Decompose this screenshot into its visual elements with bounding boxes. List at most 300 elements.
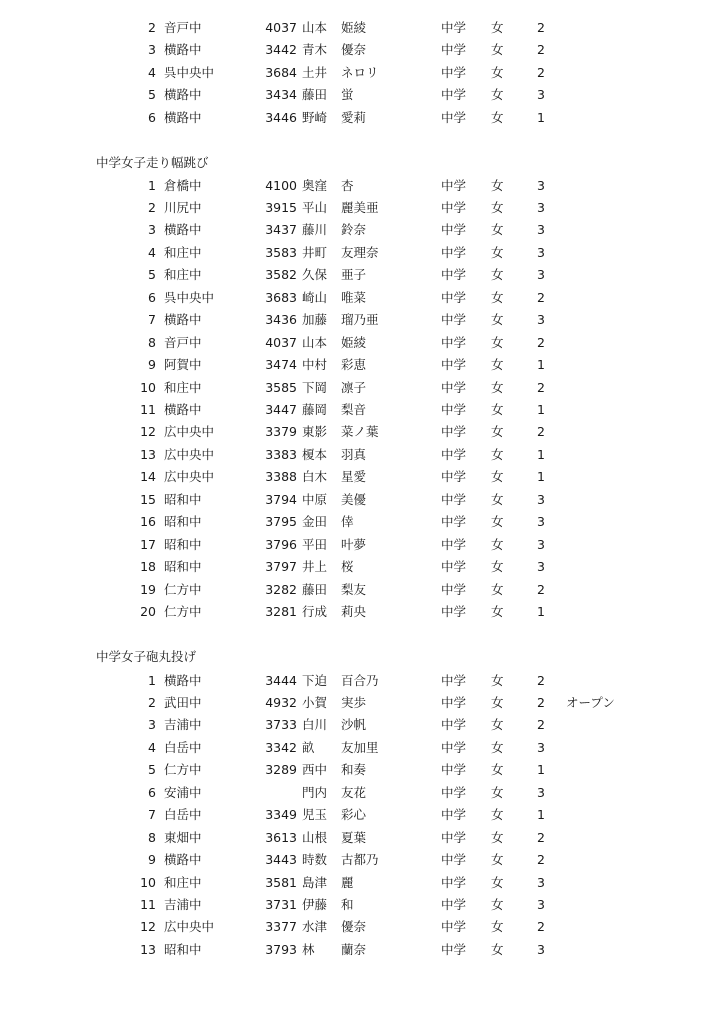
category-cell: 中学 bbox=[441, 514, 467, 530]
last-name-cell: 青木 bbox=[302, 42, 328, 58]
result-row bbox=[0, 39, 724, 61]
grade-cell: 2 bbox=[537, 289, 545, 305]
category-cell: 中学 bbox=[441, 402, 467, 417]
category-cell: 中学 bbox=[441, 739, 467, 755]
category-cell: 中学 bbox=[441, 807, 467, 823]
category-cell: 中学 bbox=[441, 491, 467, 507]
first-name-cell: 実歩 bbox=[341, 694, 367, 710]
school-cell: 呉中央中 bbox=[164, 64, 215, 80]
result-row bbox=[0, 444, 724, 466]
school-cell: 音戸中 bbox=[164, 334, 202, 350]
result-row bbox=[0, 84, 724, 106]
result-row bbox=[0, 670, 724, 692]
sex-cell: 女 bbox=[491, 469, 504, 485]
bib-number-cell: 3342 bbox=[265, 739, 297, 755]
result-row bbox=[0, 916, 724, 938]
bib-number-cell: 3613 bbox=[265, 829, 297, 845]
category-cell: 中学 bbox=[441, 244, 467, 260]
last-name-cell: 山本 bbox=[302, 334, 328, 350]
sex-cell: 女 bbox=[491, 199, 504, 215]
first-name-cell: 美優 bbox=[341, 491, 367, 507]
grade-cell: 3 bbox=[537, 267, 545, 283]
first-name-cell: 星愛 bbox=[341, 469, 367, 485]
sex-cell: 女 bbox=[491, 604, 504, 620]
bib-number-cell: 3474 bbox=[265, 357, 297, 373]
school-cell: 仁方中 bbox=[164, 581, 202, 597]
bib-number-cell: 3582 bbox=[265, 267, 297, 283]
bib-number-cell: 3282 bbox=[265, 581, 297, 597]
grade-cell: 2 bbox=[537, 672, 545, 688]
first-name-cell: 梨友 bbox=[341, 581, 367, 597]
grade-cell: 2 bbox=[537, 852, 545, 868]
result-row bbox=[0, 759, 724, 781]
school-cell: 川尻中 bbox=[164, 199, 202, 215]
last-name-cell: 藤田 bbox=[302, 87, 328, 103]
rank-cell: 7 bbox=[148, 807, 156, 823]
grade-cell: 3 bbox=[537, 177, 545, 193]
first-name-cell: 鈴奈 bbox=[341, 222, 367, 238]
result-row bbox=[0, 827, 724, 849]
category-cell: 中学 bbox=[441, 874, 467, 890]
last-name-cell: 白木 bbox=[302, 469, 328, 485]
result-row bbox=[0, 737, 724, 759]
first-name-cell: 和 bbox=[341, 897, 354, 912]
sex-cell: 女 bbox=[491, 267, 504, 283]
rank-cell: 9 bbox=[148, 357, 156, 373]
category-cell: 中学 bbox=[441, 379, 467, 395]
category-cell: 中学 bbox=[441, 312, 467, 328]
school-cell: 昭和中 bbox=[164, 491, 202, 507]
bib-number-cell: 3581 bbox=[265, 874, 297, 890]
sex-cell: 女 bbox=[491, 514, 504, 530]
first-name-cell: 愛莉 bbox=[341, 109, 367, 125]
school-cell: 昭和中 bbox=[164, 536, 202, 552]
grade-cell: 1 bbox=[537, 469, 545, 485]
grade-cell: 1 bbox=[537, 109, 545, 125]
section-heading: 中学女子砲丸投げ bbox=[96, 649, 197, 664]
bib-number-cell: 3443 bbox=[265, 852, 297, 868]
category-cell: 中学 bbox=[441, 87, 467, 103]
result-row bbox=[0, 849, 724, 871]
result-row bbox=[0, 377, 724, 399]
sex-cell: 女 bbox=[491, 64, 504, 80]
last-name-cell: 山根 bbox=[302, 829, 328, 845]
school-cell: 和庄中 bbox=[164, 379, 202, 395]
school-cell: 吉浦中 bbox=[164, 717, 202, 733]
category-cell: 中学 bbox=[441, 784, 467, 800]
sex-cell: 女 bbox=[491, 694, 504, 710]
first-name-cell: 友理奈 bbox=[341, 244, 379, 260]
rank-cell: 10 bbox=[140, 379, 156, 395]
rank-cell: 4 bbox=[148, 64, 156, 80]
last-name-cell: 東影 bbox=[302, 424, 328, 440]
grade-cell: 2 bbox=[537, 64, 545, 80]
rank-cell: 5 bbox=[148, 762, 156, 778]
category-cell: 中学 bbox=[441, 919, 467, 935]
bib-number-cell: 3444 bbox=[265, 672, 297, 688]
last-name-cell: 平山 bbox=[302, 199, 328, 215]
sex-cell: 女 bbox=[491, 852, 504, 868]
category-cell: 中学 bbox=[441, 581, 467, 597]
rank-cell: 5 bbox=[148, 267, 156, 283]
bib-number-cell: 3281 bbox=[265, 604, 297, 620]
last-name-cell: 伊藤 bbox=[302, 897, 328, 912]
school-cell: 横路中 bbox=[164, 672, 202, 688]
result-row bbox=[0, 197, 724, 219]
bib-number-cell: 3795 bbox=[265, 514, 297, 530]
grade-cell: 1 bbox=[537, 762, 545, 778]
bib-number-cell: 3383 bbox=[265, 446, 297, 462]
rank-cell: 3 bbox=[148, 222, 156, 238]
first-name-cell: 杏 bbox=[341, 177, 354, 193]
bib-number-cell: 3585 bbox=[265, 379, 297, 395]
school-cell: 武田中 bbox=[164, 694, 202, 710]
first-name-cell: 唯菜 bbox=[341, 289, 367, 305]
rank-cell: 8 bbox=[148, 334, 156, 350]
school-cell: 横路中 bbox=[164, 109, 202, 125]
bib-number-cell: 3447 bbox=[265, 402, 297, 417]
school-cell: 広中央中 bbox=[164, 469, 215, 485]
result-row bbox=[0, 894, 724, 916]
bib-number-cell: 3796 bbox=[265, 536, 297, 552]
first-name-cell: 姫綾 bbox=[341, 20, 367, 35]
rank-cell: 14 bbox=[140, 469, 156, 485]
result-row bbox=[0, 17, 724, 39]
rank-cell: 2 bbox=[148, 20, 156, 35]
grade-cell: 3 bbox=[537, 199, 545, 215]
school-cell: 横路中 bbox=[164, 402, 202, 417]
school-cell: 阿賀中 bbox=[164, 357, 202, 373]
grade-cell: 3 bbox=[537, 874, 545, 890]
last-name-cell: 榎本 bbox=[302, 446, 328, 462]
school-cell: 横路中 bbox=[164, 87, 202, 103]
rank-cell: 20 bbox=[140, 604, 156, 620]
grade-cell: 2 bbox=[537, 717, 545, 733]
first-name-cell: ネロリ bbox=[341, 64, 379, 80]
bib-number-cell: 3683 bbox=[265, 289, 297, 305]
sex-cell: 女 bbox=[491, 784, 504, 800]
first-name-cell: 蛍 bbox=[341, 87, 354, 103]
sex-cell: 女 bbox=[491, 807, 504, 823]
grade-cell: 3 bbox=[537, 559, 545, 575]
result-row bbox=[0, 872, 724, 894]
school-cell: 白岳中 bbox=[164, 739, 202, 755]
bib-number-cell: 3437 bbox=[265, 222, 297, 238]
rank-cell: 13 bbox=[140, 941, 156, 957]
sex-cell: 女 bbox=[491, 739, 504, 755]
grade-cell: 3 bbox=[537, 941, 545, 957]
rank-cell: 12 bbox=[140, 919, 156, 935]
rank-cell: 2 bbox=[148, 199, 156, 215]
first-name-cell: 彩心 bbox=[341, 807, 367, 823]
grade-cell: 2 bbox=[537, 379, 545, 395]
school-cell: 広中央中 bbox=[164, 919, 215, 935]
sex-cell: 女 bbox=[491, 446, 504, 462]
bib-number-cell: 3289 bbox=[265, 762, 297, 778]
first-name-cell: 凛子 bbox=[341, 379, 367, 395]
category-cell: 中学 bbox=[441, 829, 467, 845]
school-cell: 倉橋中 bbox=[164, 177, 202, 193]
first-name-cell: 優奈 bbox=[341, 42, 367, 58]
last-name-cell: 山本 bbox=[302, 20, 328, 35]
rank-cell: 6 bbox=[148, 109, 156, 125]
result-row bbox=[0, 175, 724, 197]
last-name-cell: 平田 bbox=[302, 536, 328, 552]
sex-cell: 女 bbox=[491, 536, 504, 552]
first-name-cell: 叶夢 bbox=[341, 536, 367, 552]
category-cell: 中学 bbox=[441, 357, 467, 373]
grade-cell: 3 bbox=[537, 536, 545, 552]
first-name-cell: 友加里 bbox=[341, 739, 379, 755]
last-name-cell: 林 bbox=[302, 941, 315, 957]
sex-cell: 女 bbox=[491, 222, 504, 238]
category-cell: 中学 bbox=[441, 177, 467, 193]
school-cell: 仁方中 bbox=[164, 604, 202, 620]
school-cell: 昭和中 bbox=[164, 559, 202, 575]
first-name-cell: 倖 bbox=[341, 514, 354, 530]
school-cell: 仁方中 bbox=[164, 762, 202, 778]
school-cell: 和庄中 bbox=[164, 244, 202, 260]
rank-cell: 17 bbox=[140, 536, 156, 552]
category-cell: 中学 bbox=[441, 267, 467, 283]
school-cell: 音戸中 bbox=[164, 20, 202, 35]
category-cell: 中学 bbox=[441, 672, 467, 688]
school-cell: 広中央中 bbox=[164, 424, 215, 440]
sex-cell: 女 bbox=[491, 897, 504, 912]
sex-cell: 女 bbox=[491, 941, 504, 957]
bib-number-cell: 4037 bbox=[265, 334, 297, 350]
grade-cell: 3 bbox=[537, 222, 545, 238]
grade-cell: 3 bbox=[537, 514, 545, 530]
bib-number-cell: 3446 bbox=[265, 109, 297, 125]
school-cell: 吉浦中 bbox=[164, 897, 202, 912]
rank-cell: 11 bbox=[140, 402, 156, 417]
grade-cell: 2 bbox=[537, 334, 545, 350]
bib-number-cell: 4932 bbox=[265, 694, 297, 710]
grade-cell: 3 bbox=[537, 897, 545, 912]
sex-cell: 女 bbox=[491, 919, 504, 935]
rank-cell: 3 bbox=[148, 717, 156, 733]
category-cell: 中学 bbox=[441, 897, 467, 912]
sex-cell: 女 bbox=[491, 289, 504, 305]
sex-cell: 女 bbox=[491, 244, 504, 260]
rank-cell: 12 bbox=[140, 424, 156, 440]
grade-cell: 3 bbox=[537, 87, 545, 103]
first-name-cell: 瑠乃亜 bbox=[341, 312, 379, 328]
school-cell: 昭和中 bbox=[164, 514, 202, 530]
last-name-cell: 藤岡 bbox=[302, 402, 328, 417]
last-name-cell: 白川 bbox=[302, 717, 328, 733]
category-cell: 中学 bbox=[441, 222, 467, 238]
grade-cell: 1 bbox=[537, 604, 545, 620]
school-cell: 横路中 bbox=[164, 222, 202, 238]
bib-number-cell: 3733 bbox=[265, 717, 297, 733]
first-name-cell: 彩恵 bbox=[341, 357, 367, 373]
rank-cell: 4 bbox=[148, 739, 156, 755]
grade-cell: 2 bbox=[537, 581, 545, 597]
sex-cell: 女 bbox=[491, 491, 504, 507]
section-heading: 中学女子走り幅跳び bbox=[96, 155, 209, 170]
bib-number-cell: 4100 bbox=[265, 177, 297, 193]
result-row bbox=[0, 264, 724, 286]
first-name-cell: 羽真 bbox=[341, 446, 367, 462]
result-row bbox=[0, 62, 724, 84]
category-cell: 中学 bbox=[441, 536, 467, 552]
bib-number-cell: 3583 bbox=[265, 244, 297, 260]
result-row bbox=[0, 534, 724, 556]
category-cell: 中学 bbox=[441, 109, 467, 125]
result-row bbox=[0, 242, 724, 264]
category-cell: 中学 bbox=[441, 424, 467, 440]
category-cell: 中学 bbox=[441, 64, 467, 80]
last-name-cell: 島津 bbox=[302, 874, 328, 890]
sex-cell: 女 bbox=[491, 357, 504, 373]
first-name-cell: 麗 bbox=[341, 874, 354, 890]
last-name-cell: 行成 bbox=[302, 604, 328, 620]
last-name-cell: 水津 bbox=[302, 919, 328, 935]
last-name-cell: 奥窪 bbox=[302, 177, 328, 193]
category-cell: 中学 bbox=[441, 42, 467, 58]
result-row bbox=[0, 579, 724, 601]
rank-cell: 6 bbox=[148, 784, 156, 800]
last-name-cell: 金田 bbox=[302, 514, 328, 530]
grade-cell: 1 bbox=[537, 807, 545, 823]
result-row bbox=[0, 107, 724, 129]
sex-cell: 女 bbox=[491, 717, 504, 733]
rank-cell: 8 bbox=[148, 829, 156, 845]
rank-cell: 18 bbox=[140, 559, 156, 575]
category-cell: 中学 bbox=[441, 334, 467, 350]
school-cell: 東畑中 bbox=[164, 829, 202, 845]
rank-cell: 7 bbox=[148, 312, 156, 328]
sex-cell: 女 bbox=[491, 762, 504, 778]
last-name-cell: 井町 bbox=[302, 244, 328, 260]
result-row bbox=[0, 421, 724, 443]
first-name-cell: 姫綾 bbox=[341, 334, 367, 350]
result-row bbox=[0, 219, 724, 241]
result-row bbox=[0, 939, 724, 961]
first-name-cell: 優奈 bbox=[341, 919, 367, 935]
first-name-cell: 沙帆 bbox=[341, 717, 367, 733]
category-cell: 中学 bbox=[441, 559, 467, 575]
category-cell: 中学 bbox=[441, 694, 467, 710]
sex-cell: 女 bbox=[491, 874, 504, 890]
sex-cell: 女 bbox=[491, 379, 504, 395]
last-name-cell: 野崎 bbox=[302, 109, 328, 125]
bib-number-cell: 3379 bbox=[265, 424, 297, 440]
sex-cell: 女 bbox=[491, 109, 504, 125]
grade-cell: 2 bbox=[537, 694, 545, 710]
last-name-cell: 小賀 bbox=[302, 694, 328, 710]
grade-cell: 1 bbox=[537, 446, 545, 462]
result-row bbox=[0, 466, 724, 488]
first-name-cell: 亜子 bbox=[341, 267, 367, 283]
bib-number-cell: 4037 bbox=[265, 20, 297, 35]
grade-cell: 3 bbox=[537, 312, 545, 328]
sex-cell: 女 bbox=[491, 312, 504, 328]
school-cell: 広中央中 bbox=[164, 446, 215, 462]
last-name-cell: 中村 bbox=[302, 357, 328, 373]
rank-cell: 16 bbox=[140, 514, 156, 530]
result-row bbox=[0, 804, 724, 826]
last-name-cell: 久保 bbox=[302, 267, 328, 283]
first-name-cell: 古都乃 bbox=[341, 852, 379, 868]
school-cell: 和庄中 bbox=[164, 874, 202, 890]
rank-cell: 5 bbox=[148, 87, 156, 103]
first-name-cell: 百合乃 bbox=[341, 672, 379, 688]
rank-cell: 6 bbox=[148, 289, 156, 305]
first-name-cell: 蘭奈 bbox=[341, 941, 367, 957]
school-cell: 呉中央中 bbox=[164, 289, 215, 305]
rank-cell: 10 bbox=[140, 874, 156, 890]
note-cell: オープン bbox=[566, 694, 615, 710]
grade-cell: 2 bbox=[537, 42, 545, 58]
school-cell: 安浦中 bbox=[164, 784, 202, 800]
sex-cell: 女 bbox=[491, 402, 504, 417]
grade-cell: 3 bbox=[537, 244, 545, 260]
result-row bbox=[0, 782, 724, 804]
sex-cell: 女 bbox=[491, 42, 504, 58]
last-name-cell: 下岡 bbox=[302, 379, 328, 395]
category-cell: 中学 bbox=[441, 446, 467, 462]
first-name-cell: 麗美亜 bbox=[341, 199, 379, 215]
rank-cell: 19 bbox=[140, 581, 156, 597]
last-name-cell: 門内 bbox=[302, 784, 328, 800]
category-cell: 中学 bbox=[441, 717, 467, 733]
sex-cell: 女 bbox=[491, 20, 504, 35]
grade-cell: 2 bbox=[537, 919, 545, 935]
last-name-cell: 崎山 bbox=[302, 289, 328, 305]
sex-cell: 女 bbox=[491, 559, 504, 575]
rank-cell: 1 bbox=[148, 672, 156, 688]
result-row bbox=[0, 601, 724, 623]
school-cell: 横路中 bbox=[164, 42, 202, 58]
rank-cell: 2 bbox=[148, 694, 156, 710]
school-cell: 横路中 bbox=[164, 312, 202, 328]
sex-cell: 女 bbox=[491, 424, 504, 440]
result-row bbox=[0, 354, 724, 376]
school-cell: 和庄中 bbox=[164, 267, 202, 283]
sex-cell: 女 bbox=[491, 829, 504, 845]
sex-cell: 女 bbox=[491, 672, 504, 688]
sex-cell: 女 bbox=[491, 87, 504, 103]
grade-cell: 2 bbox=[537, 829, 545, 845]
first-name-cell: 梨音 bbox=[341, 402, 367, 417]
rank-cell: 15 bbox=[140, 491, 156, 507]
rank-cell: 9 bbox=[148, 852, 156, 868]
last-name-cell: 時数 bbox=[302, 852, 328, 868]
category-cell: 中学 bbox=[441, 469, 467, 485]
result-row bbox=[0, 489, 724, 511]
last-name-cell: 藤川 bbox=[302, 222, 328, 238]
last-name-cell: 土井 bbox=[302, 64, 328, 80]
result-row bbox=[0, 399, 724, 421]
rank-cell: 13 bbox=[140, 446, 156, 462]
category-cell: 中学 bbox=[441, 289, 467, 305]
last-name-cell: 加藤 bbox=[302, 312, 328, 328]
grade-cell: 1 bbox=[537, 402, 545, 417]
first-name-cell: 夏葉 bbox=[341, 829, 367, 845]
result-row bbox=[0, 692, 724, 714]
last-name-cell: 畝 bbox=[302, 739, 315, 755]
bib-number-cell: 3797 bbox=[265, 559, 297, 575]
result-row bbox=[0, 332, 724, 354]
last-name-cell: 藤田 bbox=[302, 581, 328, 597]
bib-number-cell: 3442 bbox=[265, 42, 297, 58]
category-cell: 中学 bbox=[441, 762, 467, 778]
category-cell: 中学 bbox=[441, 852, 467, 868]
last-name-cell: 中原 bbox=[302, 491, 328, 507]
